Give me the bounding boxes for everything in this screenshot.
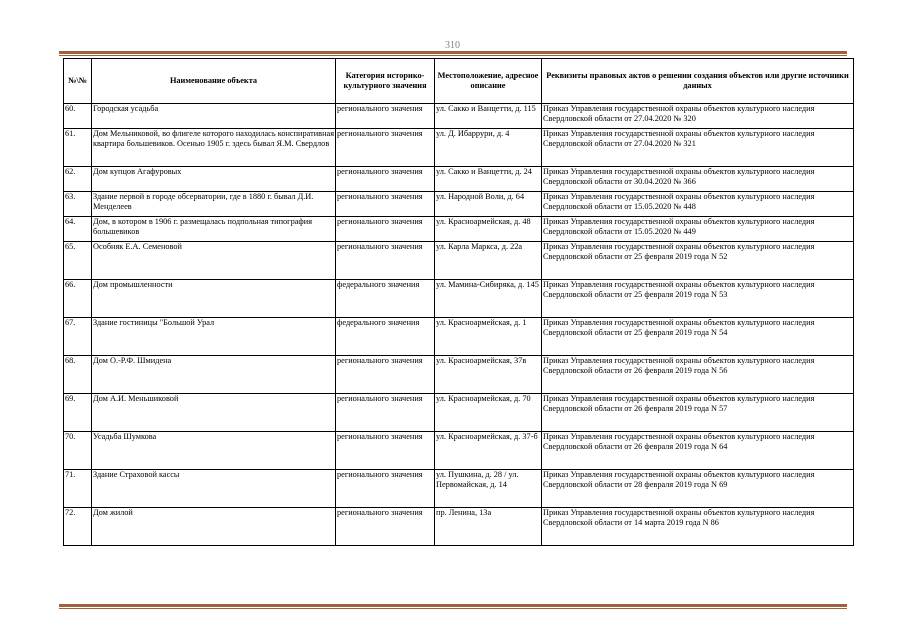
table-row	[64, 470, 854, 508]
legal-act: Приказ Управления государственной охраны объектов культурного наследия Свердловской области от 15.05.2020 № 449	[542, 217, 854, 242]
row-number: 64.	[64, 217, 92, 242]
object-location: ул. Народной Воли, д. 64	[435, 192, 542, 217]
table-row	[64, 167, 854, 192]
object-location: ул. Красноармейская, д. 70	[435, 394, 542, 432]
object-category: регионального значения	[336, 129, 435, 167]
object-category: регионального значения	[336, 217, 435, 242]
object-name: Дом промышленности	[92, 280, 336, 318]
legal-act: Приказ Управления государственной охраны объектов культурного наследия Свердловской области от 26 февраля 2019 года N 64	[542, 432, 854, 470]
row-number: 70.	[64, 432, 92, 470]
object-name: Здание гостиницы "Большой Урал	[92, 318, 336, 356]
object-name: Дом жилой	[92, 508, 336, 546]
bottom-rule	[59, 604, 847, 609]
object-location: ул. Сакко и Ванцетти, д. 115	[435, 104, 542, 129]
row-number: 71.	[64, 470, 92, 508]
legal-act: Приказ Управления государственной охраны объектов культурного наследия Свердловской области от 25 февраля 2019 года N 54	[542, 318, 854, 356]
object-name: Дом Мельниковой, во флигеле которого находилась конспиративная квартира большевиков. Осенью 1905 г. здесь бывал Я.М. Свердлов	[92, 129, 336, 167]
object-name: Особняк Е.А. Семеновой	[92, 242, 336, 280]
object-category: федерального значения	[336, 318, 435, 356]
table-row	[64, 356, 854, 394]
top-rule	[59, 51, 847, 56]
legal-act: Приказ Управления государственной охраны объектов культурного наследия Свердловской области от 28 февраля 2019 года N 69	[542, 470, 854, 508]
object-category: регионального значения	[336, 394, 435, 432]
legal-act: Приказ Управления государственной охраны объектов культурного наследия Свердловской области от 15.05.2020 № 448	[542, 192, 854, 217]
row-number: 67.	[64, 318, 92, 356]
legal-act: Приказ Управления государственной охраны объектов культурного наследия Свердловской области от 26 февраля 2019 года N 56	[542, 356, 854, 394]
object-name: Дом А.И. Меньшиковой	[92, 394, 336, 432]
header-category: Категория историко-культурного значения	[336, 59, 435, 104]
legal-act: Приказ Управления государственной охраны объектов культурного наследия Свердловской области от 25 февраля 2019 года N 53	[542, 280, 854, 318]
header-num: №\№	[64, 59, 92, 104]
legal-act: Приказ Управления государственной охраны объектов культурного наследия Свердловской области от 27.04.2020 № 320	[542, 104, 854, 129]
object-category: регионального значения	[336, 508, 435, 546]
table-body	[64, 104, 854, 546]
table-row	[64, 242, 854, 280]
object-name: Здание Страховой кассы	[92, 470, 336, 508]
legal-act: Приказ Управления государственной охраны объектов культурного наследия Свердловской области от 30.04.2020 № 366	[542, 167, 854, 192]
object-location: ул. Красноармейская, д. 37-б	[435, 432, 542, 470]
page-number: 310	[445, 40, 460, 51]
object-category: федерального значения	[336, 280, 435, 318]
row-number: 62.	[64, 167, 92, 192]
object-name: Дом купцов Агафуровых	[92, 167, 336, 192]
table-row	[64, 432, 854, 470]
row-number: 68.	[64, 356, 92, 394]
object-category: регионального значения	[336, 470, 435, 508]
header-name: Наименование объекта	[92, 59, 336, 104]
object-category: регионального значения	[336, 167, 435, 192]
table-row	[64, 394, 854, 432]
object-name: Городская усадьба	[92, 104, 336, 129]
table-row	[64, 508, 854, 546]
object-category: регионального значения	[336, 242, 435, 280]
object-location: ул. Красноармейская, д. 48	[435, 217, 542, 242]
object-location: ул. Мамина-Сибиряка, д. 145	[435, 280, 542, 318]
object-category: регионального значения	[336, 104, 435, 129]
row-number: 65.	[64, 242, 92, 280]
object-location: ул. Красноармейская, д. 1	[435, 318, 542, 356]
object-location: пр. Ленина, 13а	[435, 508, 542, 546]
object-name: Усадьба Шумкова	[92, 432, 336, 470]
object-name: Дом, в котором в 1906 г. размещалась подпольная типография большевиков	[92, 217, 336, 242]
header-location: Местоположение, адресное описание	[435, 59, 542, 104]
legal-act: Приказ Управления государственной охраны объектов культурного наследия Свердловской области от 25 февраля 2019 года N 52	[542, 242, 854, 280]
table-row	[64, 217, 854, 242]
object-location: ул. Пушкина, д. 28 / ул. Первомайская, д. 14	[435, 470, 542, 508]
row-number: 63.	[64, 192, 92, 217]
object-name: Дом О.-Р.Ф. Шмидена	[92, 356, 336, 394]
legal-act: Приказ Управления государственной охраны объектов культурного наследия Свердловской области от 27.04.2020 № 321	[542, 129, 854, 167]
row-number: 72.	[64, 508, 92, 546]
object-location: ул. Карла Маркса, д. 22а	[435, 242, 542, 280]
object-category: регионального значения	[336, 192, 435, 217]
legal-act: Приказ Управления государственной охраны объектов культурного наследия Свердловской области от 26 февраля 2019 года N 57	[542, 394, 854, 432]
table-row	[64, 318, 854, 356]
table-row	[64, 104, 854, 129]
object-location: ул. Сакко и Ванцетти, д. 24	[435, 167, 542, 192]
header-documents: Реквизиты правовых актов о решении создания объектов или другие источники данных	[542, 59, 854, 104]
object-location: ул. Красноармейская, 37в	[435, 356, 542, 394]
object-category: регионального значения	[336, 432, 435, 470]
heritage-objects-table	[63, 58, 854, 546]
object-location: ул. Д. Ибаррури, д. 4	[435, 129, 542, 167]
table-header-row	[64, 59, 854, 104]
table-row	[64, 129, 854, 167]
object-name: Здание первой в городе обсерватории, где в 1880 г. бывал Д.И. Менделеев	[92, 192, 336, 217]
legal-act: Приказ Управления государственной охраны объектов культурного наследия Свердловской области от 14 марта 2019 года N 86	[542, 508, 854, 546]
table-row	[64, 280, 854, 318]
row-number: 69.	[64, 394, 92, 432]
row-number: 60.	[64, 104, 92, 129]
object-category: регионального значения	[336, 356, 435, 394]
row-number: 66.	[64, 280, 92, 318]
table-row	[64, 192, 854, 217]
row-number: 61.	[64, 129, 92, 167]
